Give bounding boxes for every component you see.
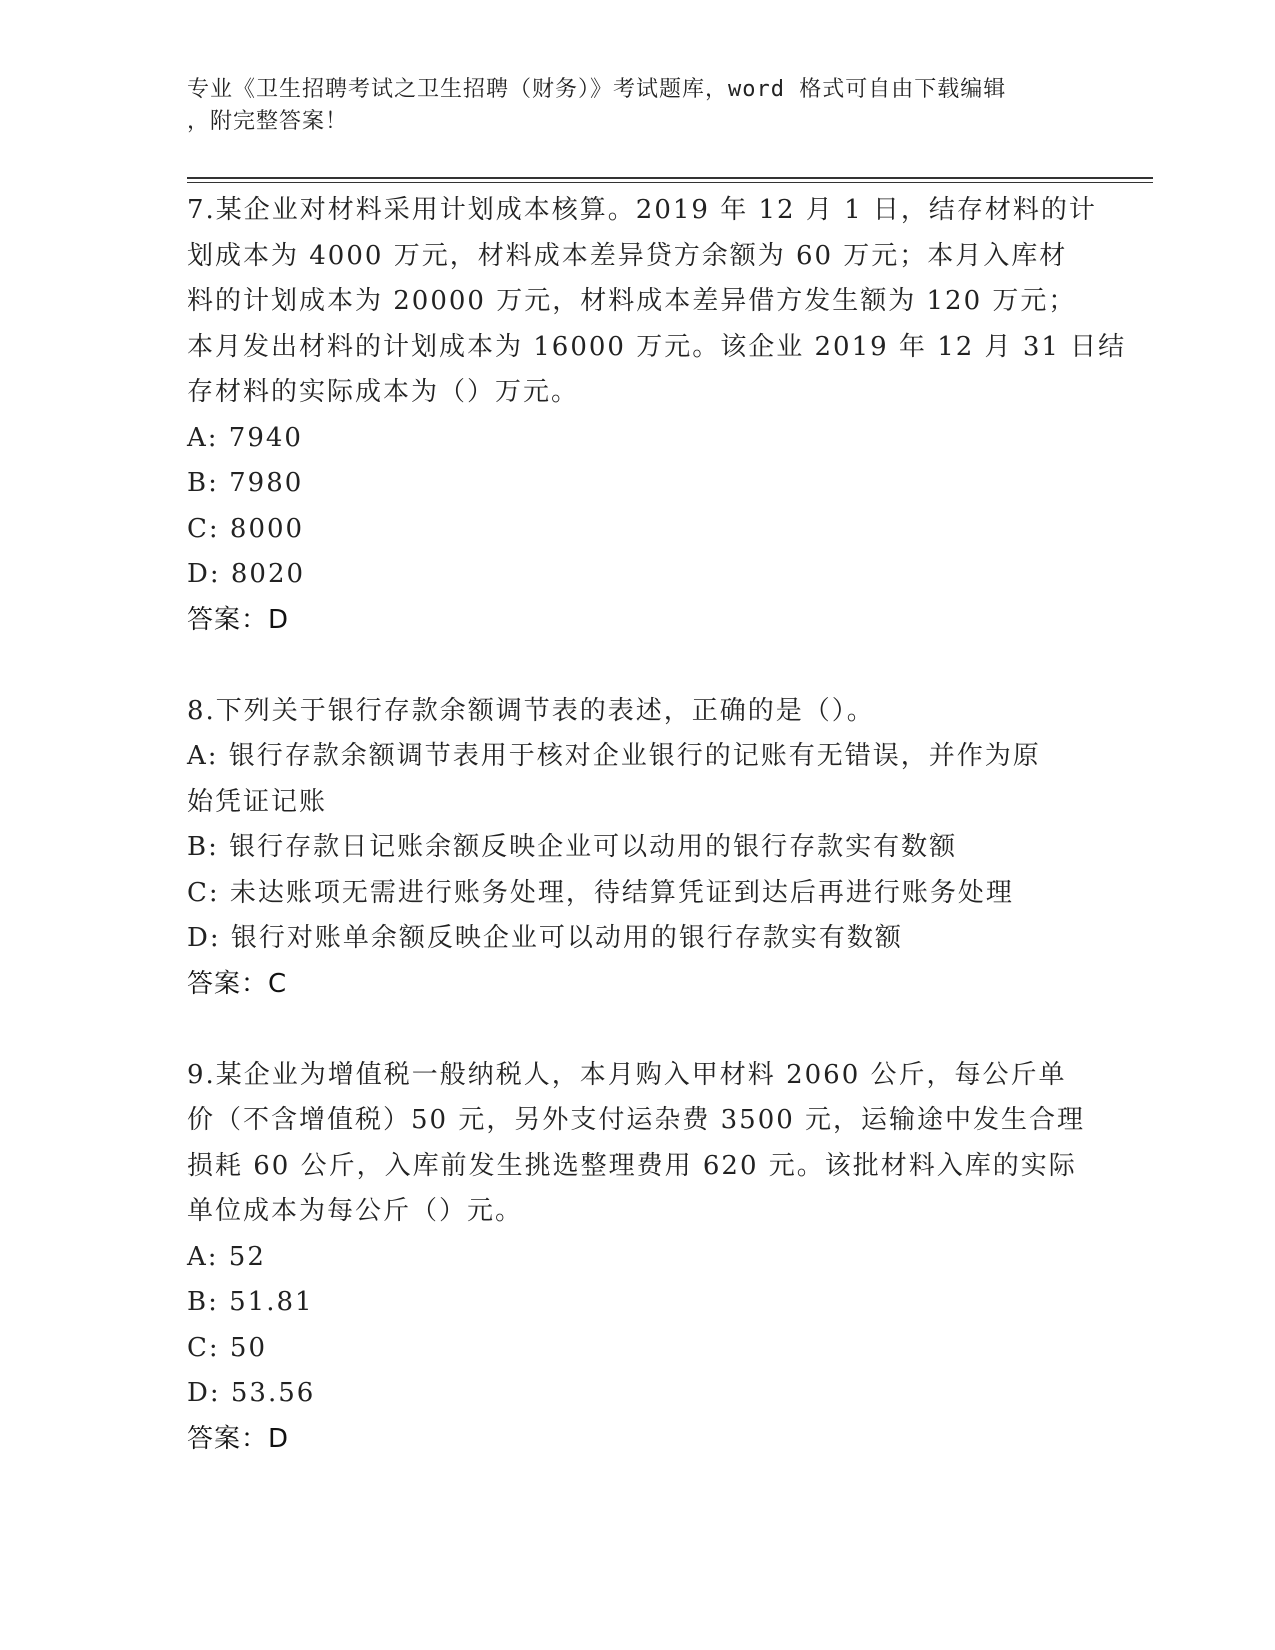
question-stem-line: 存材料的实际成本为（）万元。 xyxy=(187,377,580,407)
answer-line: 答案：D xyxy=(187,1423,290,1454)
question-stem-line: 9.某企业为增值税一般纳税人，本月购入甲材料 2060 公斤，每公斤单 xyxy=(187,1059,1067,1090)
question-list xyxy=(187,188,1127,1462)
option-a: A: 7940 xyxy=(187,422,303,453)
header-line: ，附完整答案！ xyxy=(187,109,349,134)
question-spacer xyxy=(187,1007,1087,1053)
question-stem-line: 8.下列关于银行存款余额调节表的表述，正确的是（）。 xyxy=(187,695,875,726)
header-line: 专业《卫生招聘考试之卫生招聘（财务）》考试题库，word 格式可自由下载编辑 xyxy=(187,77,1007,102)
option-b: B: 银行存款日记账余额反映企业可以动用的银行存款实有数额 xyxy=(187,832,958,862)
option-d: D: 8020 xyxy=(187,559,306,589)
question-stem-line: 价（不含增值税）50 元，另外支付运杂费 3500 元，运输途中发生合理 xyxy=(187,1105,1086,1135)
option-c: C: 未达账项无需进行账务处理，待结算凭证到达后再进行账务处理 xyxy=(187,877,1014,908)
option-a: A: 银行存款余额调节表用于核对企业银行的记账有无错误，并作为原 xyxy=(187,741,1041,771)
header-divider-thick xyxy=(187,177,1153,179)
option-d: D: 53.56 xyxy=(187,1378,316,1408)
header-divider-thin xyxy=(187,182,1153,183)
question-stem-line: 料的计划成本为 20000 万元，材料成本差异借方发生额为 120 万元； xyxy=(187,286,1077,316)
option-c: C: 8000 xyxy=(187,513,305,544)
option-b: B: 51.81 xyxy=(187,1287,314,1317)
option-d: D: 银行对账单余额反映企业可以动用的银行存款实有数额 xyxy=(187,923,903,953)
question-stem-line: 本月发出材料的计划成本为 16000 万元。该企业 2019 年 12 月 31 日结 xyxy=(187,331,1127,362)
question-stem-line: 损耗 60 公斤，入库前发生挑选整理费用 620 元。该批材料入库的实际 xyxy=(187,1150,1077,1181)
question-spacer xyxy=(187,643,1087,689)
answer-line: 答案：D xyxy=(187,604,290,635)
question-stem-line: 划成本为 4000 万元，材料成本差异贷方余额为 60 万元；本月入库材 xyxy=(187,240,1068,271)
question-block xyxy=(187,188,1127,643)
answer-line: 答案：C xyxy=(187,968,288,999)
question-stem-line: 单位成本为每公斤（）元。 xyxy=(187,1196,524,1226)
option-a: A: 52 xyxy=(187,1241,266,1272)
option-b: B: 7980 xyxy=(187,468,304,498)
question-stem-line: 7.某企业对材料采用计划成本核算。2019 年 12 月 1 日，结存材料的计 xyxy=(187,195,1097,225)
option-a-continued: 始凭证记账 xyxy=(187,786,328,817)
option-c: C: 50 xyxy=(187,1332,268,1363)
question-block xyxy=(187,1053,1087,1463)
document-header xyxy=(187,74,1087,138)
question-block xyxy=(187,689,1087,1008)
